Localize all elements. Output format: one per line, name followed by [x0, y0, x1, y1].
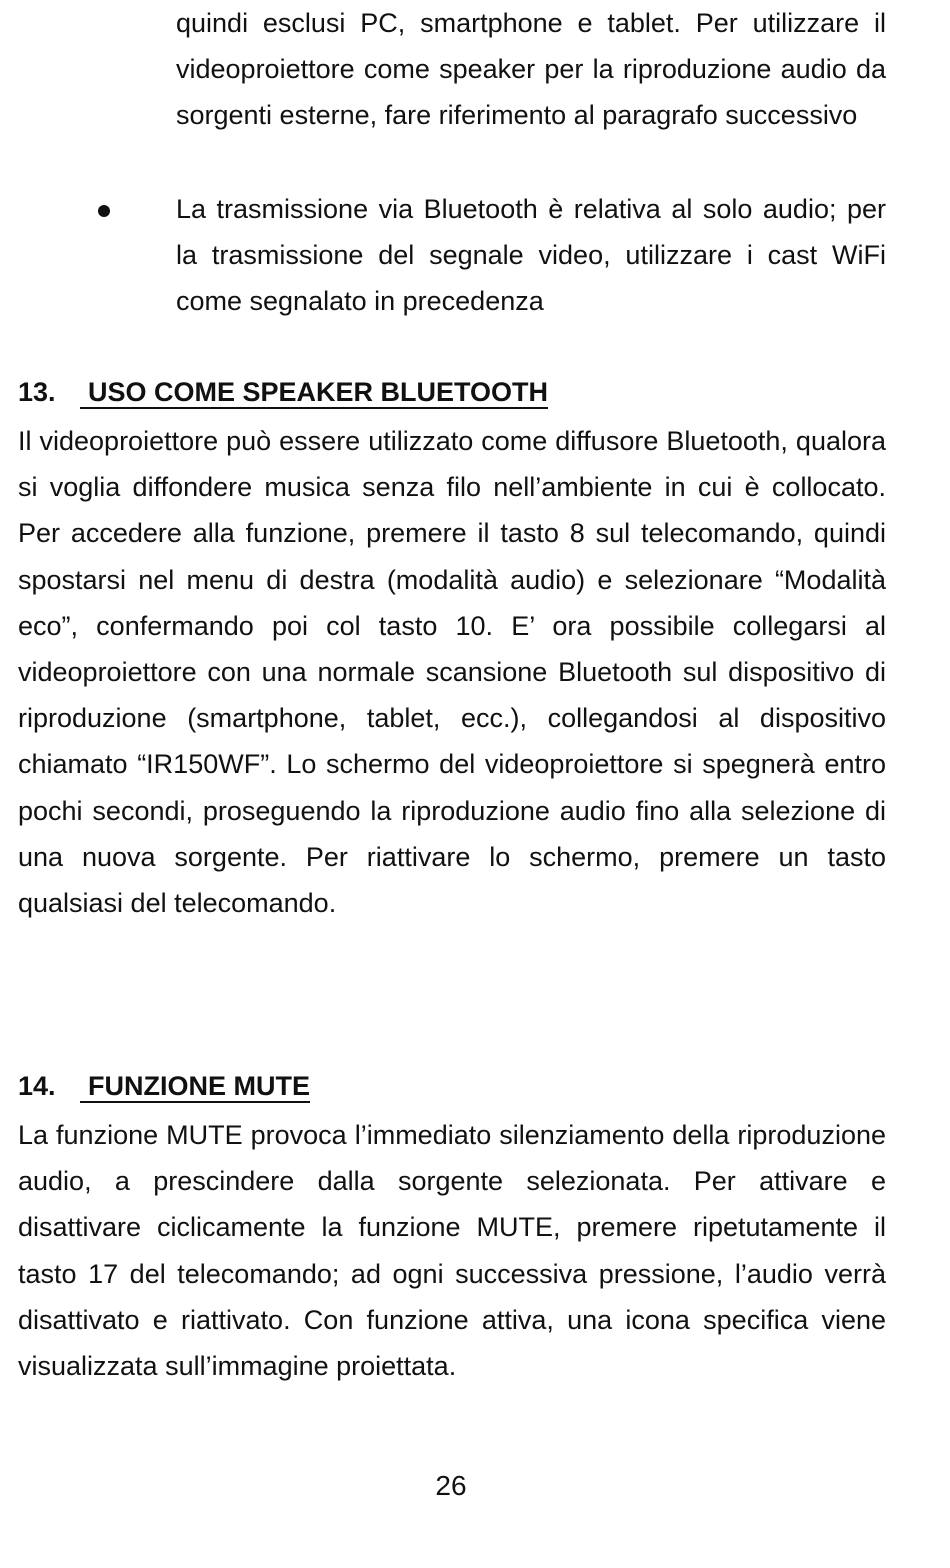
page-number: 26: [435, 1470, 467, 1501]
section-14-title: FUNZIONE MUTE: [80, 1071, 310, 1103]
continued-bullet-text: quindi esclusi PC, smartphone e tablet. Per utilizzare il videoproiettore come speaker per la riproduzione audio da sorgenti esterne, fare riferimento al paragrafo successivo: [176, 8, 886, 131]
section-14-body: La funzione MUTE provoca l’immediato silenziamento della riproduzione audio, a prescindere dalla sorgente selezionata. Per attivare e disattivare ciclicamente la funzione MUTE, premere ripetutamente il tasto 17 del telecomando; ad ogni successiva pressione, l’audio verrà disattivato e riattivato. Con funzione attiva, una icona specifica viene visualizzata sull’immagine proiettata.: [18, 1120, 886, 1382]
section-13-body: Il videoproiettore può essere utilizzato come diffusore Bluetooth, qualora si voglia diffondere musica senza filo nell’ambiente in cui è collocato. Per accedere alla funzione, premere il tasto 8 sul telecomando, quindi spostarsi nel menu di destra (modalità audio) e selezionare “Modalità eco”, confermando poi col tasto 10. E’ ora possibile collegarsi al videoproiettore con una normale scansione Bluetooth sul dispositivo di riproduzione (smartphone, tablet, ecc.), collegandosi al dispositivo chiamato “IR150WF”. Lo schermo del videoproiettore si spegnerà entro pochi secondi, proseguendo la riproduzione audio fino alla selezione di una nuova sorgente. Per riattivare lo schermo, premere un tasto qualsiasi del telecomando.: [18, 426, 886, 919]
bullet-dot-icon: [98, 205, 110, 217]
section-14-number: 14.: [18, 1071, 56, 1101]
section-13-title: USO COME SPEAKER BLUETOOTH: [80, 377, 548, 409]
section-14-heading: [18, 1066, 310, 1106]
bluetooth-bullet-text: La trasmissione via Bluetooth è relativa al solo audio; per la trasmissione del segnale video, utilizzare i cast WiFi come segnalato in precedenza: [176, 194, 886, 317]
section-13-number: 13.: [18, 377, 56, 407]
section-13-heading: [18, 372, 548, 412]
